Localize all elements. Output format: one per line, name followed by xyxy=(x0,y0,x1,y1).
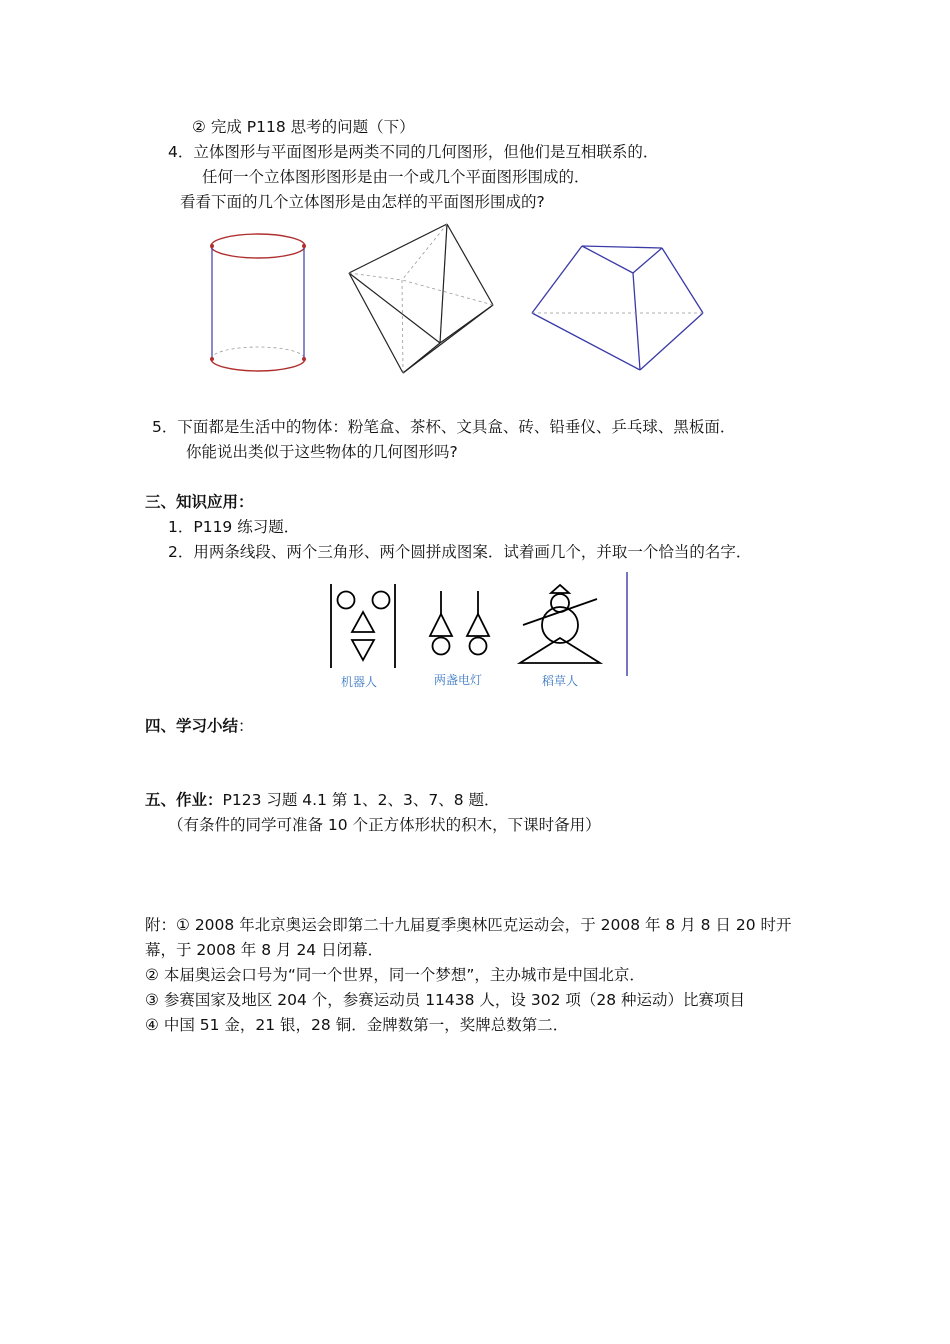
item-4-line-3: 看看下面的几个立体图形是由怎样的平面图形围成的? xyxy=(180,193,545,211)
section-3-item-1: 1．P119 练习题． xyxy=(168,518,300,536)
item-5-line-1: 5．下面都是生活中的物体：粉笔盒、茶杯、文具盒、砖、铅垂仪、乒乓球、黑板面． xyxy=(152,418,736,436)
section-3-item-2: 2．用两条线段、两个三角形、两个圆拼成图案．试着画几个，并取一个恰当的名字． xyxy=(168,543,752,561)
item-5-line-2: 你能说出类似于这些物体的几何图形吗? xyxy=(186,443,458,461)
appendix-line-4: ③ 参赛国家及地区 204 个，参赛运动员 11438 人，设 302 项（28 种运动）比赛项目 xyxy=(145,991,746,1009)
section-3-heading: 三、知识应用： xyxy=(145,493,254,511)
item-4-line-1: 4．立体图形与平面图形是两类不同的几何图形，但他们是互相联系的． xyxy=(168,143,659,161)
item-4-line-2: 任何一个立体图形图形是由一个或几个平面图形围成的． xyxy=(202,168,590,186)
appendix-line-3: ② 本届奥运会口号为“同一个世界，同一个梦想”，主办城市是中国北京． xyxy=(145,966,645,984)
caption-robot: 机器人 xyxy=(341,675,378,689)
caption-scarecrow: 稻草人 xyxy=(542,674,579,688)
appendix-line-5: ④ 中国 51 金，21 银，28 铜．金牌数第一，奖牌总数第二． xyxy=(145,1016,569,1034)
appendix-line-1: 附：① 2008 年北京奥运会即第二十九届夏季奥林匹克运动会，于 2008 年 8 月 8 日 20 时开 xyxy=(145,916,792,934)
item-think-question: ② 完成 P118 思考的问题（下） xyxy=(192,118,415,136)
section-5-text: P123 习题 4.1 第 1、2、3、7、8 题． xyxy=(222,791,500,809)
section-4-colon: ： xyxy=(238,717,254,735)
section-4-heading: 四、学习小结 xyxy=(145,717,239,735)
appendix-line-2: 幕，于 2008 年 8 月 24 日闭幕． xyxy=(145,941,384,959)
section-5-heading: 五、作业： xyxy=(145,791,223,809)
section-5-note: （有条件的同学可准备 10 个正方体形状的积木，下课时备用） xyxy=(168,816,601,834)
caption-two-lamps: 两盏电灯 xyxy=(434,673,483,687)
section-4-heading-row xyxy=(145,716,254,736)
section-5-row xyxy=(145,790,500,810)
